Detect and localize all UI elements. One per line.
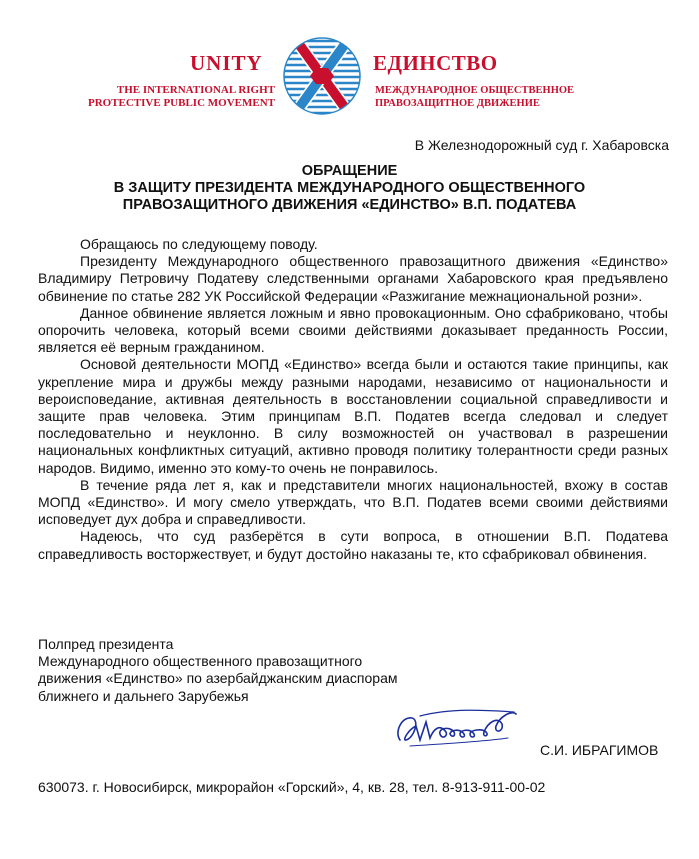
letterhead-russian-subtitle-line: МЕЖДУНАРОДНОЕ ОБЩЕСТВЕННОЕ: [375, 85, 575, 96]
signatory-position-line: Полпред президента: [38, 636, 174, 652]
signer-name: С.И. ИБРАГИМОВ: [540, 742, 659, 758]
handwritten-signature-icon: [390, 702, 540, 752]
body-paragraph: Надеюсь, что суд разберётся в сути вопроса, в отношении В.П. Податева справедливость восторжествует, и будут достойно наказаны те, кто сфабриковал обвинения.: [38, 528, 668, 562]
body-paragraph: Обращаюсь по следующему поводу.: [80, 236, 318, 252]
signatory-position-line: движения «Единство» по азербайджанским диаспорам: [38, 670, 398, 687]
letterhead-russian-subtitle-line: ПРАВОЗАЩИТНОЕ ДВИЖЕНИЕ: [375, 98, 540, 109]
letterhead-english-subtitle-line: PROTECTIVE PUBLIC MOVEMENT: [87, 97, 275, 109]
signatory-position-line: ближнего и дальнего Зарубежья: [38, 687, 249, 704]
body-paragraph: В течение ряда лет я, как и представители многих национальностей, вхожу в состав МОПД «Единство». И могу смело утверждать, что В.П. Податев всеми своими действиями исповедует дух добра и справедливости.: [38, 476, 668, 528]
recipient-line: В Железнодорожный суд г. Хабаровска: [414, 137, 669, 153]
letterhead-russian-subtitle: [375, 84, 574, 110]
body-paragraph: Президенту Международного общественного правозащитного движения «Единство» Владимиру Петровичу Податеву следственными органами Хабаровского края предъявлено обвинение по статье 282 УК Российской Федерации «Разжигание межнациональной розни».: [38, 253, 668, 304]
body-paragraph: Данное обвинение является ложным и явно провокационным. Оно сфабриковано, чтобы опорочить человека, который всеми своими действиями доказывает преданность России, является её верным гражданином.: [38, 304, 668, 356]
document-title-line: ПРАВОЗАЩИТНОГО ДВИЖЕНИЯ «ЕДИНСТВО» В.П. ПОДАТЕВА: [122, 197, 577, 213]
footer-address: 630073. г. Новосибирск, микрорайон «Горский», 4, кв. 28, тел. 8-913-911-00-02: [38, 779, 546, 795]
letterhead-english-subtitle-line: THE INTERNATIONAL RIGHT: [116, 84, 275, 96]
signatory-position-line: Международного общественного правозащитного: [38, 653, 363, 670]
body-paragraph: Основой деятельности МОПД «Единство» всегда были и остаются такие принципы, как укрепление мира и дружбы между разными народами, независимо от национальности и вероисповедание, активная деятельность в восстановлении социальной справедливости и защите прав человека. Этим принципам В.П. Податев всегда следовал и следует последовательно и неуклонно. В силу возможностей он участвовал в разрешении национальных конфликтных ситуаций, активно проводя политику толерантности среди разных народов. Видимо, именно это кому-то очень не понравилось.: [38, 356, 668, 476]
letter-body: [38, 236, 668, 563]
letterhead-russian-title: ЕДИНСТВО: [373, 51, 498, 75]
document-title-line: В ЗАЩИТУ ПРЕЗИДЕНТА МЕЖДУНАРОДНОГО ОБЩЕСТВЕННОГО: [113, 180, 586, 196]
letterhead-english-subtitle: [75, 84, 275, 110]
signatory-position: [38, 636, 397, 705]
unity-logo-icon: [282, 36, 362, 116]
letterhead-english-title: UNITY: [190, 51, 263, 75]
letterhead: [0, 0, 699, 130]
document-title-line: ОБРАЩЕНИЕ: [301, 163, 398, 179]
document-title: [0, 163, 699, 214]
